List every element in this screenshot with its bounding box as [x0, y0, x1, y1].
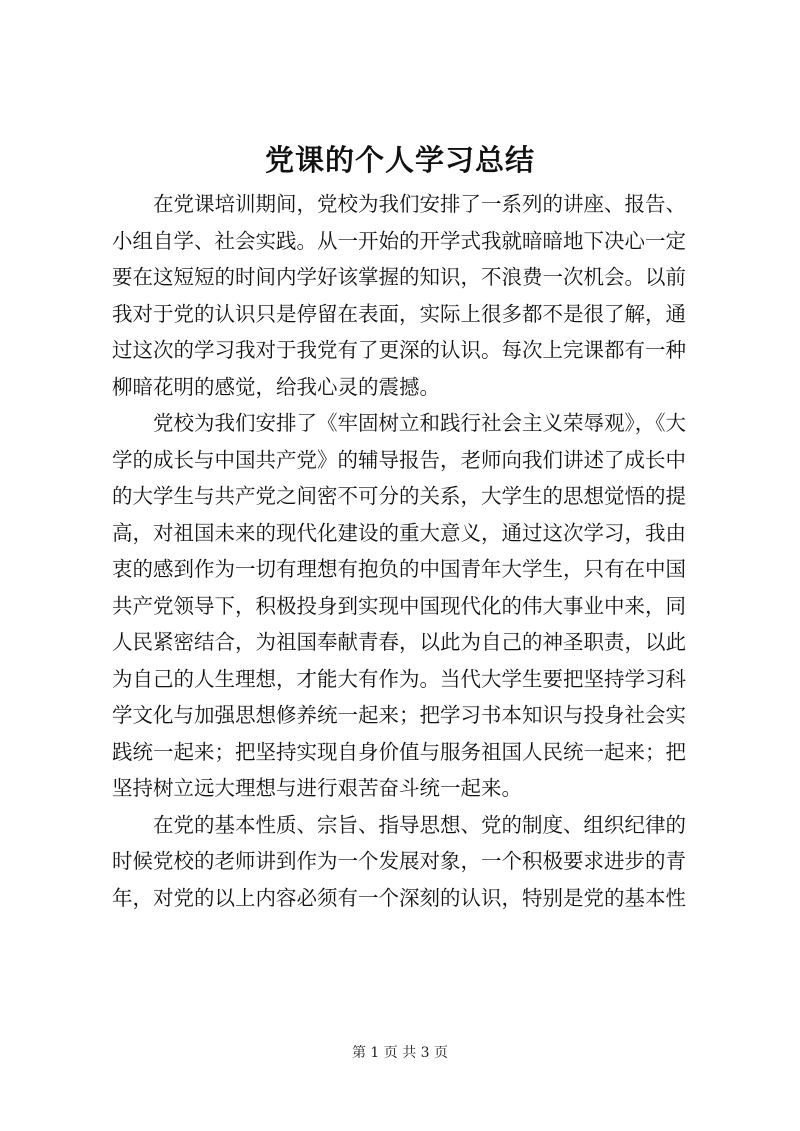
paragraph-line: 共产党领导下，积极投身到实现中国现代化的伟大事业中来，同	[112, 593, 686, 618]
paragraph-line: 高，对祖国未来的现代化建设的重大意义，通过这次学习，我由	[112, 520, 686, 545]
paragraph-line: 要在这短短的时间内学好该掌握的知识，不浪费一次机会。以前	[112, 265, 686, 289]
paragraph-line: 坚持树立远大理想与进行艰苦奋斗统一起来。	[112, 776, 522, 800]
paragraph-line: 学的成长与中国共产党》的辅导报告，老师向我们讲述了成长中	[112, 447, 686, 472]
paragraph-3	[112, 807, 698, 917]
paragraph-line: 柳暗花明的感觉，给我心灵的震撼。	[112, 374, 440, 399]
paragraph-line: 过这次的学习我对于我党有了更深的认识。每次上完课都有一种	[112, 338, 686, 362]
paragraph-line: 的大学生与共产党之间密不可分的关系，大学生的思想觉悟的提	[112, 484, 686, 508]
paragraph-line: 时候党校的老师讲到作为一个发展对象，一个积极要求进步的青	[112, 849, 686, 873]
paragraph-line: 党校为我们安排了《牢固树立和践行社会主义荣辱观》，《大	[153, 411, 686, 435]
paragraph-line: 我对于党的认识只是停留在表面，实际上很多都不是很了解，通	[112, 301, 686, 326]
paragraph-line: 衷的感到作为一切有理想有抱负的中国青年大学生，只有在中国	[112, 557, 686, 581]
paragraph-line: 小组自学、社会实践。从一开始的开学式我就暗暗地下决心一定	[112, 228, 686, 253]
document-body	[112, 186, 698, 916]
paragraph-line: 在党课培训期间，党校为我们安排了一系列的讲座、报告、	[153, 192, 686, 216]
paragraph-line: 年，对党的以上内容必须有一个深刻的认识，特别是党的基本性	[112, 885, 686, 910]
paragraph-2	[112, 405, 698, 807]
paragraph-line: 学文化与加强思想修养统一起来；把学习书本知识与投身社会实	[112, 703, 686, 727]
paragraph-line: 在党的基本性质、宗旨、指导思想、党的制度、组织纪律的	[153, 812, 686, 837]
paragraph-line: 践统一起来；把坚持实现自身价值与服务祖国人民统一起来；把	[112, 739, 686, 764]
paragraph-line: 人民紧密结合，为祖国奉献青春，以此为自己的神圣职责，以此	[112, 630, 686, 654]
document-title: 党课的个人学习总结	[264, 143, 535, 177]
paragraph-line: 为自己的人生理想，才能大有作为。当代大学生要把坚持学习科	[112, 666, 686, 691]
paragraph-1	[112, 186, 698, 405]
page-footer: 第 1 页 共 3 页	[351, 1045, 449, 1061]
